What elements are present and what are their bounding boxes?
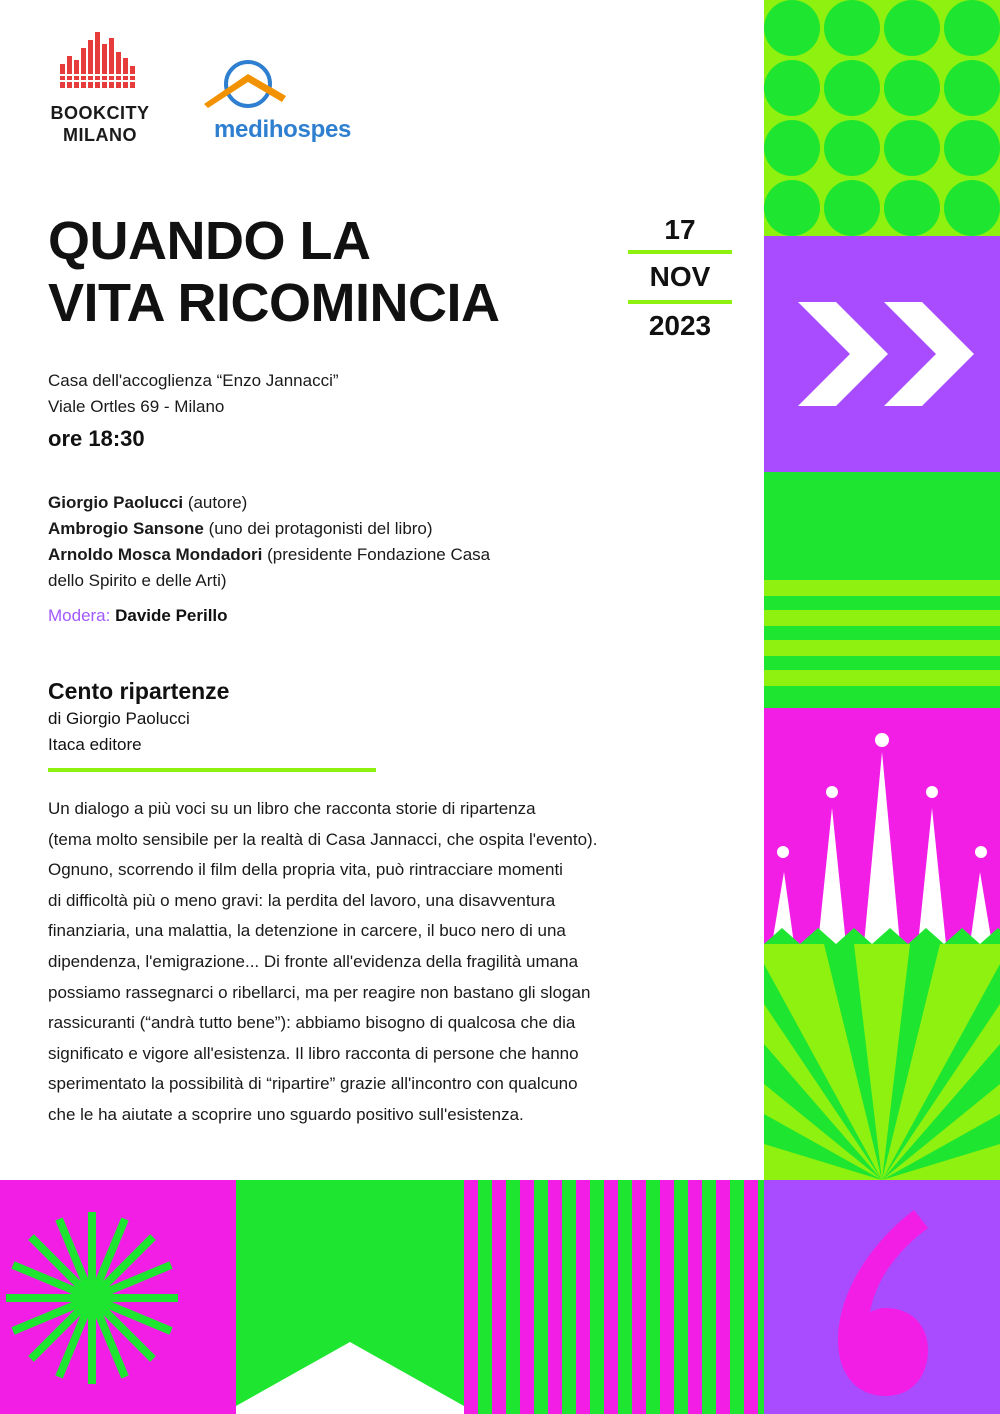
description-line: di difficoltà più o meno gravi: la perdita del lavoro, una disavventura (48, 890, 556, 910)
vertical-stripes-icon (464, 1180, 764, 1414)
speaker-item (48, 490, 648, 516)
bookcity-logo-line1: BOOKCITY (50, 103, 150, 123)
description-line: significato e vigore all'esistenza. Il libro racconta di persone che hanno (48, 1043, 579, 1063)
bookmark-icon (236, 1180, 464, 1414)
description-line: dipendenza, l'emigrazione... Di fronte all'evidenza della fragilità umana (48, 951, 579, 971)
bookcity-skyline-icon (58, 30, 142, 88)
speaker-name: Arnoldo Mosca Mondadori (48, 545, 263, 564)
speaker-item (48, 516, 648, 542)
book-publisher: Itaca editore (48, 735, 142, 754)
date-year: 2023 (648, 310, 712, 341)
description-line: che le ha aiutate a scoprire uno sguardo positivo sull'esistenza. (48, 1104, 524, 1124)
sunburst-icon (0, 1180, 236, 1414)
vertical-stripes-panel (464, 1180, 764, 1414)
bookcity-logo (40, 30, 160, 150)
fast-forward-icon (764, 236, 1000, 472)
speaker-role: (uno dei protagonisti del libro) (203, 519, 433, 538)
venue-address: Viale Ortles 69 - Milano (48, 397, 225, 416)
speaker-name: Giorgio Paolucci (48, 493, 184, 512)
description-line: Ognuno, scorrendo il film della propria vita, può rintracciare momenti (48, 860, 563, 880)
horizontal-stripes-icon (764, 472, 1000, 708)
description-line: Un dialogo a più voci su un libro che racconta storie di ripartenza (48, 799, 536, 818)
speaker-item (48, 542, 648, 568)
duomo-panel (764, 708, 1000, 944)
quote-panel (764, 1180, 1000, 1414)
description-line: rassicuranti (“andrà tutto bene”): abbiamo bisogno di qualcosa che dia (48, 1013, 576, 1033)
duomo-spires-icon (764, 708, 1000, 944)
medihospes-house-icon (200, 58, 290, 112)
stripes-panel (764, 472, 1000, 708)
book-rays-panel (764, 944, 1000, 1180)
arrows-panel (764, 236, 1000, 472)
description-line: sperimentato la possibilità di “ripartire” grazie all'incontro con qualcuno (48, 1074, 578, 1094)
moderator-name: Davide Perillo (115, 606, 228, 625)
sunburst-panel (0, 1180, 236, 1414)
event-title (48, 210, 608, 334)
medihospes-logo-text: medihospes (214, 116, 352, 143)
description-line: finanziaria, una malattia, la detenzione in carcere, il buco nero di una (48, 921, 566, 941)
speaker-role: (presidente Fondazione Casa (262, 545, 491, 564)
bookmark-panel (236, 1180, 464, 1414)
dots-pattern-panel (764, 0, 1000, 236)
medihospes-logo (200, 58, 380, 148)
event-title-line2: VITA RICOMINCIA (48, 273, 500, 333)
book-divider (48, 768, 376, 772)
event-description (48, 794, 753, 1131)
description-line: possiamo rassegnarci o ribellarci, ma per reagire non bastano gli slogan (48, 982, 591, 1002)
speaker-role: (autore) (183, 493, 248, 512)
description-line: (tema molto sensibile per la realtà di Casa Jannacci, che ospita l'evento). (48, 829, 598, 849)
quote-mark-icon (764, 1180, 1000, 1414)
speakers-list (48, 490, 648, 594)
event-title-line1: QUANDO LA (48, 211, 371, 271)
venue (48, 368, 339, 420)
date-month: NOV (649, 261, 711, 292)
dots-pattern-icon (764, 0, 1000, 236)
event-date (628, 210, 732, 348)
venue-name: Casa dell'accoglienza “Enzo Jannacci” (48, 371, 339, 390)
event-time: ore 18:30 (48, 426, 145, 451)
book-title: Cento ripartenze (48, 678, 230, 704)
bookcity-logo-line2: MILANO (63, 125, 137, 145)
moderator-label: Modera: (48, 606, 111, 625)
speaker-name: Ambrogio Sansone (48, 519, 204, 538)
date-day: 17 (664, 214, 696, 245)
book-author: di Giorgio Paolucci (48, 709, 190, 728)
speaker-role-continued: dello Spirito e delle Arti) (48, 571, 227, 590)
moderator (48, 606, 228, 626)
open-book-icon (764, 944, 1000, 1180)
